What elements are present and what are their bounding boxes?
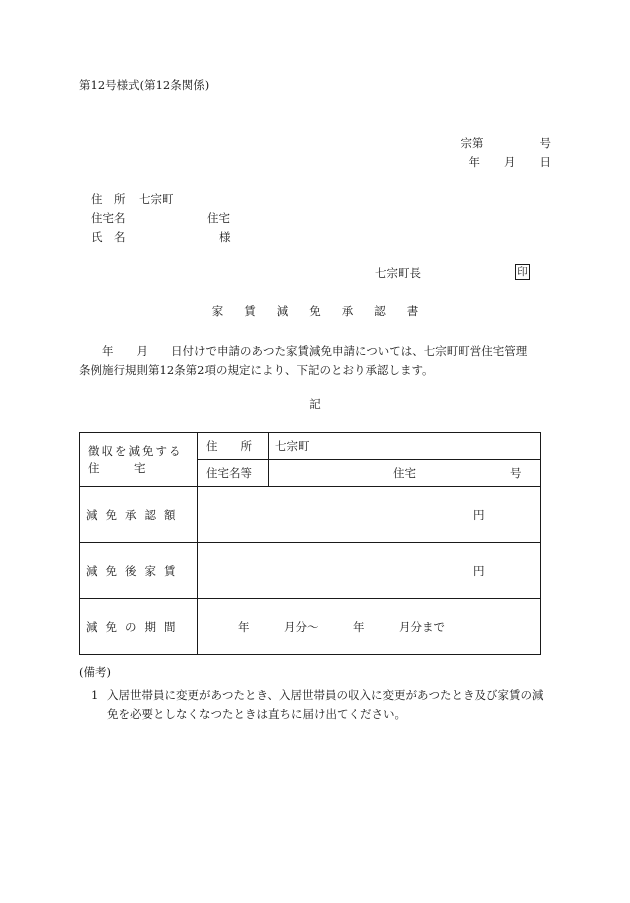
housing-name-value: 住宅 (207, 211, 230, 225)
name-label: 氏 名 (91, 230, 126, 244)
housing-name-sub-label: 住宅名等 (198, 460, 269, 487)
body-line-2: 条例施行規則第12条第2項の規定により、下記のとおり承認します。 (79, 363, 434, 377)
mayor-label: 七宗町長 (375, 266, 421, 280)
note-item-number: 1 (91, 688, 99, 702)
exemption-period-value: 年 月分〜 年 月分まで (198, 599, 541, 655)
name-row (91, 232, 231, 251)
housing-name-label: 住宅名 (91, 211, 126, 225)
document-number-prefix: 宗第 (460, 136, 484, 150)
notes-title: (備考) (79, 665, 111, 679)
name-honorific: 様 (219, 230, 231, 244)
document-number-suffix: 号 (539, 136, 551, 150)
address-sub-value: 七宗町 (269, 433, 541, 460)
exempt-housing-header-top: 徴収を減免する (88, 443, 183, 458)
date-year: 年 (468, 155, 480, 169)
address-label: 住 所 (91, 192, 126, 206)
note-item (79, 686, 551, 724)
body-text (79, 342, 551, 380)
exempt-housing-header-bottom: 住 宅 (88, 460, 146, 475)
date-day: 日 (539, 155, 551, 169)
seal-mark: 印 (515, 264, 530, 280)
ki-heading: 記 (309, 397, 321, 411)
document-title: 家賃減免承認書 (211, 304, 440, 318)
housing-name-house: 住宅 (393, 466, 416, 480)
address-sub-label: 住 所 (198, 433, 269, 460)
date-line (469, 157, 552, 169)
exemption-period-label: 減免の期間 (80, 599, 198, 655)
note-item-text: 入居世帯員に変更があつたとき、入居世帯員の収入に変更があつたとき及び家賃の減免を必要としなくなつたときは直ちに届け出てください。 (107, 688, 544, 721)
body-line-1: 年 月 日付けで申請のあつた家賃減免申請については、七宗町町営住宅管理 (79, 344, 528, 358)
rent-after-unit: 円 (198, 543, 541, 599)
approved-amount-label: 減免承認額 (80, 487, 198, 543)
exempt-housing-header (80, 433, 198, 487)
housing-name-number-suffix: 号 (510, 466, 522, 480)
document-number-line (461, 138, 552, 150)
approved-amount-unit: 円 (198, 487, 541, 543)
address-value: 七宗町 (139, 192, 174, 206)
housing-name-sub-value (269, 460, 541, 487)
recipient-address-block (91, 194, 231, 251)
date-month: 月 (504, 155, 516, 169)
form-number: 第12号様式(第12条関係) (79, 78, 210, 92)
rent-after-label: 減免後家賃 (80, 543, 198, 599)
approval-table (79, 432, 541, 655)
